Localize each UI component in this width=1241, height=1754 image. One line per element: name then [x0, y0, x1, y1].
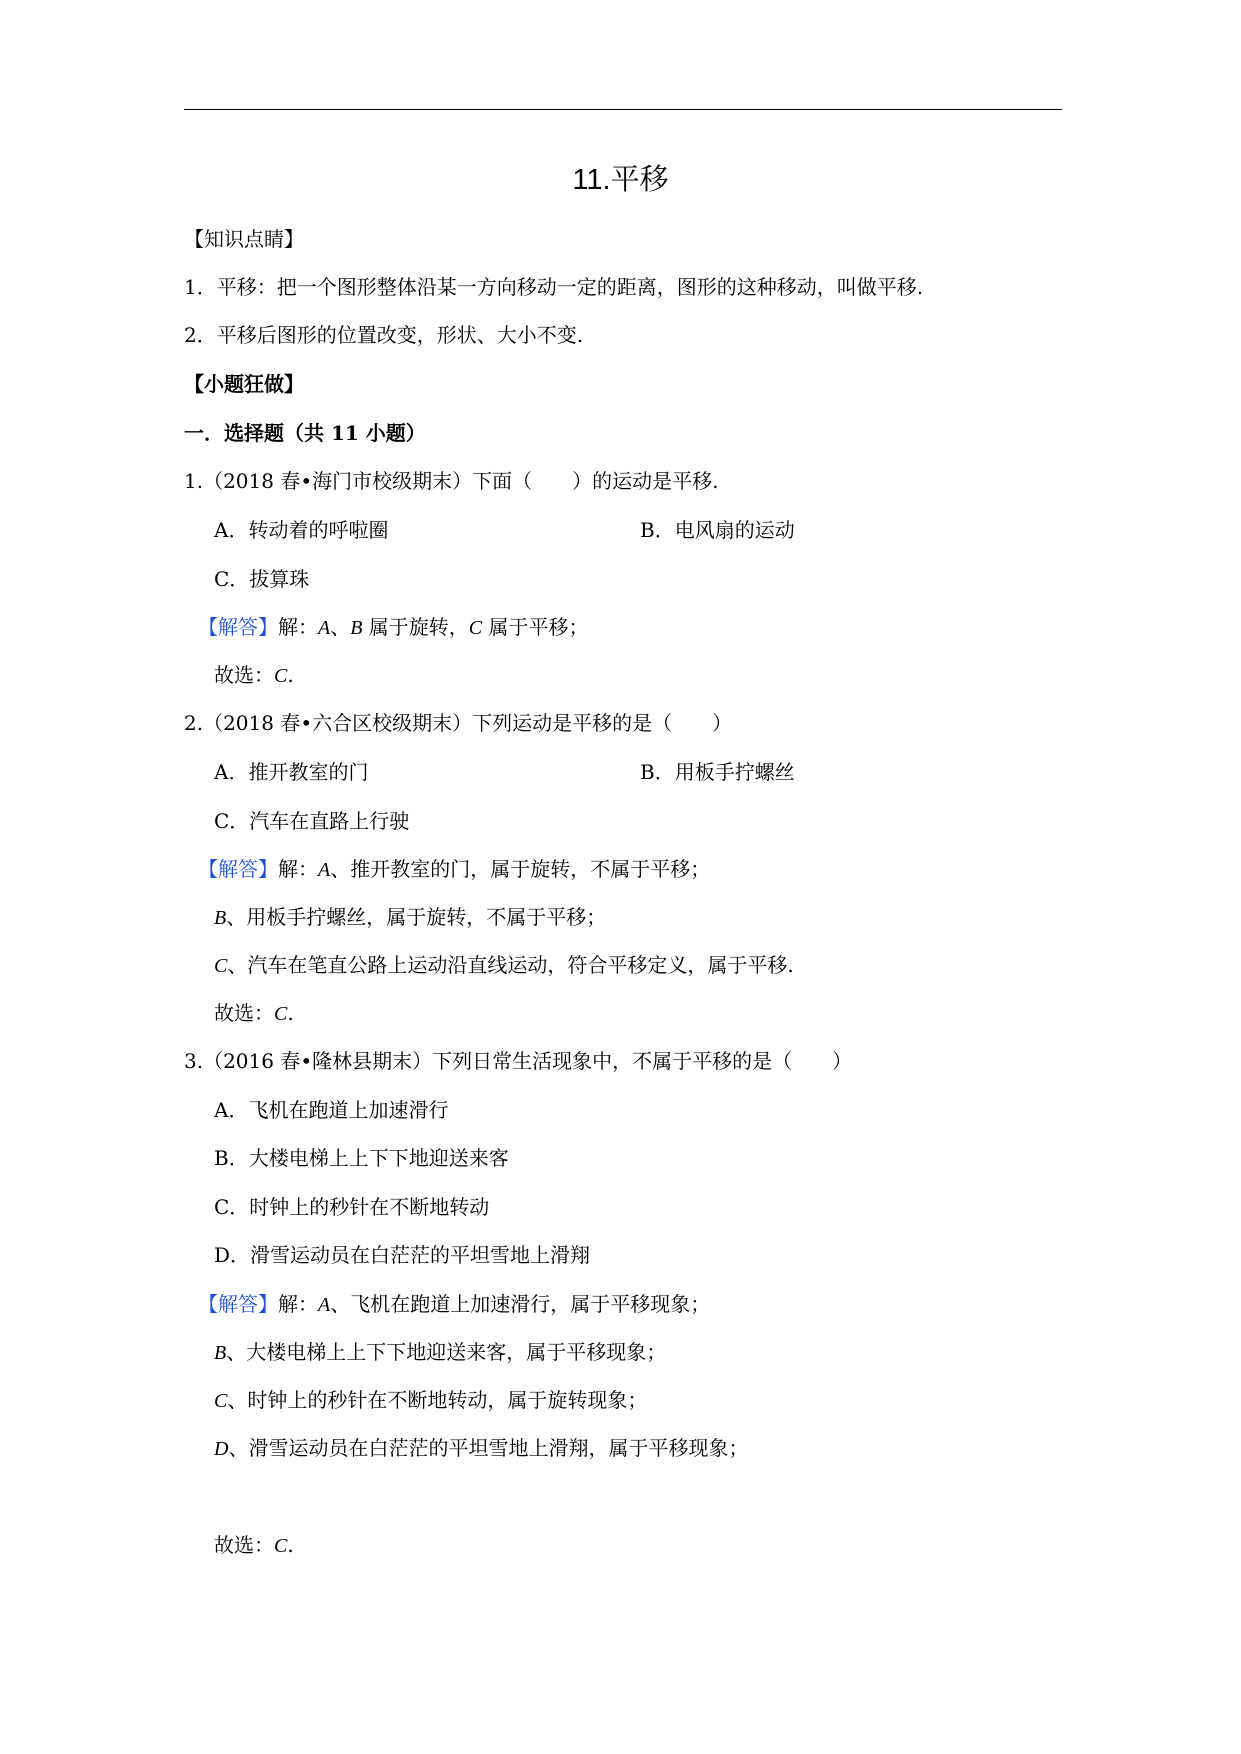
question-1-conclusion: 故选：C. — [214, 663, 294, 687]
practice-heading: 【小题狂做】 — [184, 372, 304, 396]
knowledge-point-1: 1．平移：把一个图形整体沿某一方向移动一定的距离，图形的这种移动，叫做平移. — [184, 275, 924, 299]
question-3-option-a: A．飞机在跑道上加速滑行 — [214, 1098, 449, 1122]
header-rule — [184, 109, 1062, 110]
question-2-answer-c: C、汽车在笔直公路上运动沿直线运动，符合平移定义，属于平移. — [214, 953, 794, 977]
page-title: 11.平移 — [572, 164, 669, 196]
question-3-answer: 【解答】解：A、飞机在跑道上加速滑行，属于平移现象； — [198, 1292, 711, 1316]
question-3-stem: 3.（2016 春•隆林县期末）下列日常生活现象中，不属于平移的是（ ） — [184, 1049, 853, 1073]
question-3-option-c: C．时钟上的秒针在不断地转动 — [214, 1195, 490, 1219]
answer-tag: 【解答】 — [198, 615, 278, 639]
knowledge-heading: 【知识点睛】 — [184, 227, 304, 251]
question-3-answer-c: C、时钟上的秒针在不断地转动，属于旋转现象； — [214, 1388, 648, 1412]
question-3-option-b: B．大楼电梯上上下下地迎送来客 — [214, 1146, 509, 1170]
question-1-answer: 【解答】解：A、B 属于旋转，C 属于平移； — [198, 615, 589, 639]
question-2-answer: 【解答】解：A、推开教室的门，属于旋转，不属于平移； — [198, 857, 711, 881]
question-1-stem: 1.（2018 春•海门市校级期末）下面（ ）的运动是平移. — [184, 469, 719, 493]
question-2-answer-b: B、用板手拧螺丝，属于旋转，不属于平移； — [214, 905, 607, 929]
knowledge-point-2: 2．平移后图形的位置改变，形状、大小不变. — [184, 323, 584, 347]
answer-tag: 【解答】 — [198, 857, 278, 881]
question-3-option-d: D．滑雪运动员在白茫茫的平坦雪地上滑翔 — [214, 1243, 591, 1267]
question-2-option-a: A．推开教室的门 — [214, 760, 369, 784]
question-2-option-c: C．汽车在直路上行驶 — [214, 809, 410, 833]
section-heading: 一．选择题（共 11 小题） — [184, 421, 426, 445]
question-2-conclusion: 故选：C. — [214, 1001, 294, 1025]
question-1-option-b: B．电风扇的运动 — [640, 518, 795, 542]
question-3-answer-b: B、大楼电梯上上下下地迎送来客，属于平移现象； — [214, 1340, 667, 1364]
question-2-option-b: B．用板手拧螺丝 — [640, 760, 795, 784]
answer-tag: 【解答】 — [198, 1292, 278, 1316]
question-2-stem: 2.（2018 春•六合区校级期末）下列运动是平移的是（ ） — [184, 711, 733, 735]
question-3-answer-d: D、滑雪运动员在白茫茫的平坦雪地上滑翔，属于平移现象； — [214, 1436, 749, 1460]
question-3-conclusion: 故选：C. — [214, 1533, 294, 1557]
question-1-option-a: A．转动着的呼啦圈 — [214, 518, 389, 542]
question-1-option-c: C．拔算珠 — [214, 567, 310, 591]
